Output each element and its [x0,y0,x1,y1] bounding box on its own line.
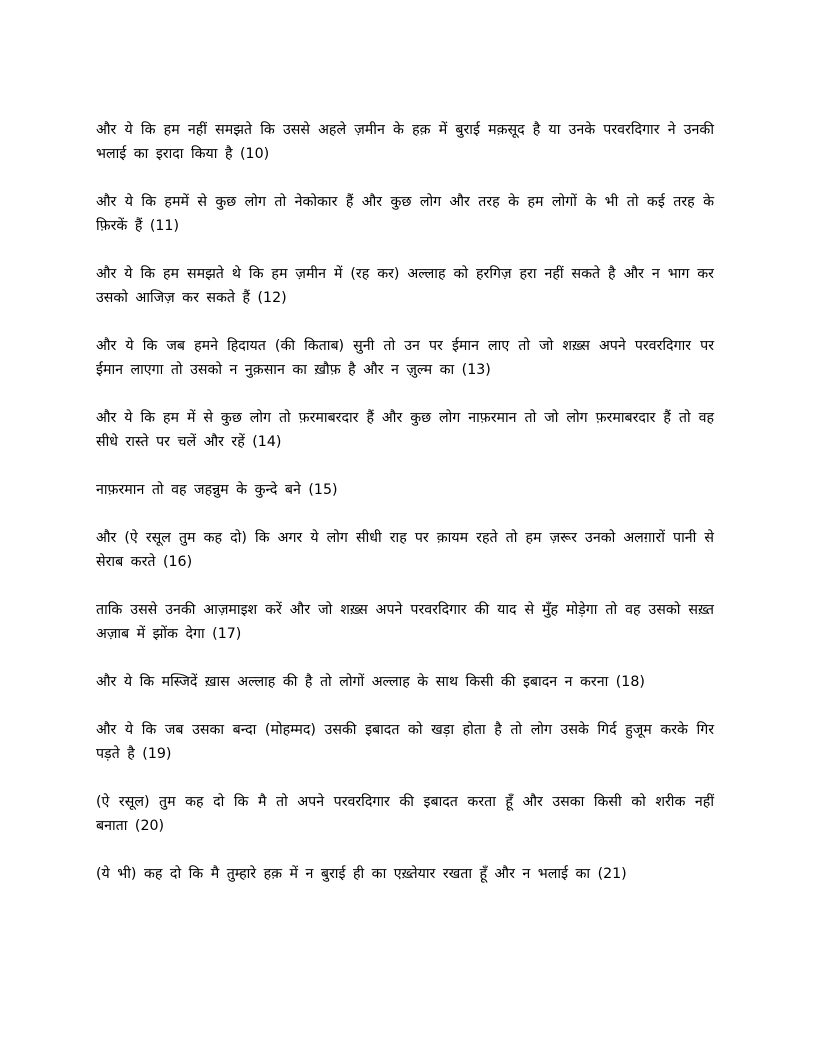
verse-11: और ये कि हममें से कुछ लोग तो नेकोकार हैं और कुछ लोग और तरह के हम लोगों के भी तो कई तरह के फ़िरकें हैं (11) [96,194,714,234]
verse-18: और ये कि मस्जिदें ख़ास अल्लाह की है तो लोगों अल्लाह के साथ किसी की इबादन न करना (18) [96,674,645,690]
verse-21: (ये भी) कह दो कि मै तुम्हारे हक़ में न बुराई ही का एख़्तेयार रखता हूँ और न भलाई का (21) [96,866,627,882]
verse-list [96,118,714,910]
verse-12: और ये कि हम समझते थे कि हम ज़मीन में (रह कर) अल्लाह को हरगिज़ हरा नहीं सकते है और न भाग कर उसको आजिज़ कर सकते हैं (12) [96,266,714,306]
verse-14: और ये कि हम में से कुछ लोग तो फ़रमाबरदार हैं और कुछ लोग नाफ़रमान तो जो लोग फ़रमाबरदार हैं तो वह सीधे रास्ते पर चलें और रहें (14) [96,410,714,450]
verse-19: और ये कि जब उसका बन्दा (मोहम्मद) उसकी इबादत को खड़ा होता है तो लोग उसके गिर्द हुजूम करके गिर पड़ते है (19) [96,722,714,762]
verse-20: (ऐ रसूल) तुम कह दो कि मै तो अपने परवरदिगार की इबादत करता हूँ और उसका किसी को शरीक नहीं बनाता (20) [96,794,714,834]
verse-15: नाफ़रमान तो वह जहन्नुम के कुन्दे बने (15) [96,482,338,498]
verse-10: और ये कि हम नहीं समझते कि उससे अहले ज़मीन के हक़ में बुराई मक़सूद है या उनके परवरदिगार ने उनकी भलाई का इरादा किया है (10) [96,122,714,162]
verse-16: और (ऐ रसूल तुम कह दो) कि अगर ये लोग सीधी राह पर क़ायम रहते तो हम ज़रूर उनको अलग़ारों पानी से सेराब करते (16) [96,530,714,570]
verse-17: ताकि उससे उनकी आज़माइश करें और जो शख़्स अपने परवरदिगार की याद से मुँह मोड़ेगा तो वह उसको सख़्त अज़ाब में झोंक देगा (17) [96,602,714,642]
verse-13: और ये कि जब हमने हिदायत (की किताब) सुनी तो उन पर ईमान लाए तो जो शख़्स अपने परवरदिगार पर ईमान लाएगा तो उसको न नुक़सान का ख़ौफ़ है और न ज़ुल्म का (13) [96,338,714,378]
